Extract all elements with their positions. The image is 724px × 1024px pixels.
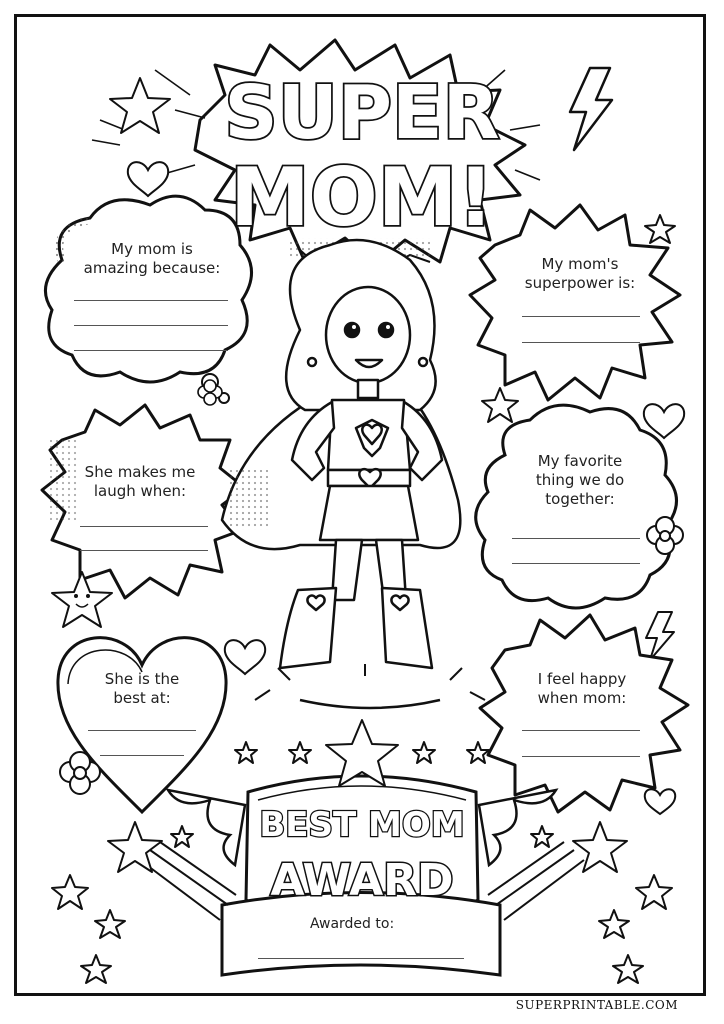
answer-line[interactable] (522, 342, 640, 343)
answer-line[interactable] (80, 526, 208, 527)
answer-line[interactable] (74, 300, 228, 301)
answer-line[interactable] (512, 538, 640, 539)
answer-line[interactable] (522, 756, 640, 757)
prompt-laugh (65, 463, 215, 501)
star-icon (171, 826, 193, 847)
answer-line[interactable] (88, 730, 196, 731)
heart-icon (645, 789, 675, 814)
answer-line[interactable] (100, 755, 184, 756)
site-footer: SUPERPRINTABLE.COM (515, 998, 678, 1012)
star-icon (413, 742, 435, 763)
star-icon (599, 910, 629, 938)
prompt-superpower (505, 255, 655, 293)
title-line2: MOM! (230, 151, 494, 244)
prompt-laugh-line2: laugh when: (93, 482, 187, 500)
title-line1: SUPER (224, 70, 500, 156)
answer-line[interactable] (512, 563, 640, 564)
star-icon (645, 215, 675, 243)
prompt-superpower-line1: My mom's (541, 255, 619, 273)
awarded-to-label: Awarded to: (310, 916, 395, 932)
star-icon (81, 955, 111, 983)
star-icon (289, 742, 311, 763)
heart-icon (225, 640, 265, 674)
prompt-laugh-line1: She makes me (84, 463, 196, 481)
prompt-amazing-line2: amazing because: (83, 259, 221, 277)
answer-line[interactable] (80, 550, 208, 551)
answer-line[interactable] (74, 325, 228, 326)
awarded-to-line[interactable] (258, 958, 464, 959)
star-icon (95, 910, 125, 938)
prompt-together-line2: thing we do (535, 471, 625, 489)
answer-line[interactable] (522, 730, 640, 731)
prompt-together (505, 452, 655, 509)
star-icon (52, 572, 112, 627)
award-line2: AWARD (270, 855, 454, 906)
star-icon (108, 822, 162, 872)
prompt-superpower-line2: superpower is: (524, 274, 636, 292)
burst-laugh (42, 405, 245, 598)
star-icon (52, 875, 88, 909)
prompt-together-line3: together: (545, 490, 615, 508)
answer-line[interactable] (74, 350, 228, 351)
prompt-amazing-line1: My mom is (111, 240, 193, 258)
star-icon (636, 875, 672, 909)
prompt-happy-line1: I feel happy (537, 670, 627, 688)
star-icon (531, 826, 553, 847)
burst-superpower (470, 205, 680, 400)
super-mom-character (222, 240, 460, 708)
award-line1: BEST MOM (259, 805, 465, 845)
prompt-together-line1: My favorite (537, 452, 623, 470)
prompt-best (72, 670, 212, 708)
prompt-amazing (72, 240, 232, 278)
star-icon (110, 78, 170, 133)
prompt-best-line1: She is the (104, 670, 180, 688)
heart-icon (128, 162, 168, 196)
lightning-icon (570, 68, 612, 150)
star-icon (482, 388, 518, 422)
ground-rays (255, 664, 485, 700)
star-icon (573, 822, 627, 872)
star-icon (613, 955, 643, 983)
star-icon (467, 742, 489, 763)
answer-line[interactable] (522, 316, 640, 317)
star-icon (235, 742, 257, 763)
prompt-happy (512, 670, 652, 708)
prompt-best-line2: best at: (113, 689, 171, 707)
lightning-icon (646, 612, 674, 660)
prompt-happy-line2: when mom: (537, 689, 627, 707)
